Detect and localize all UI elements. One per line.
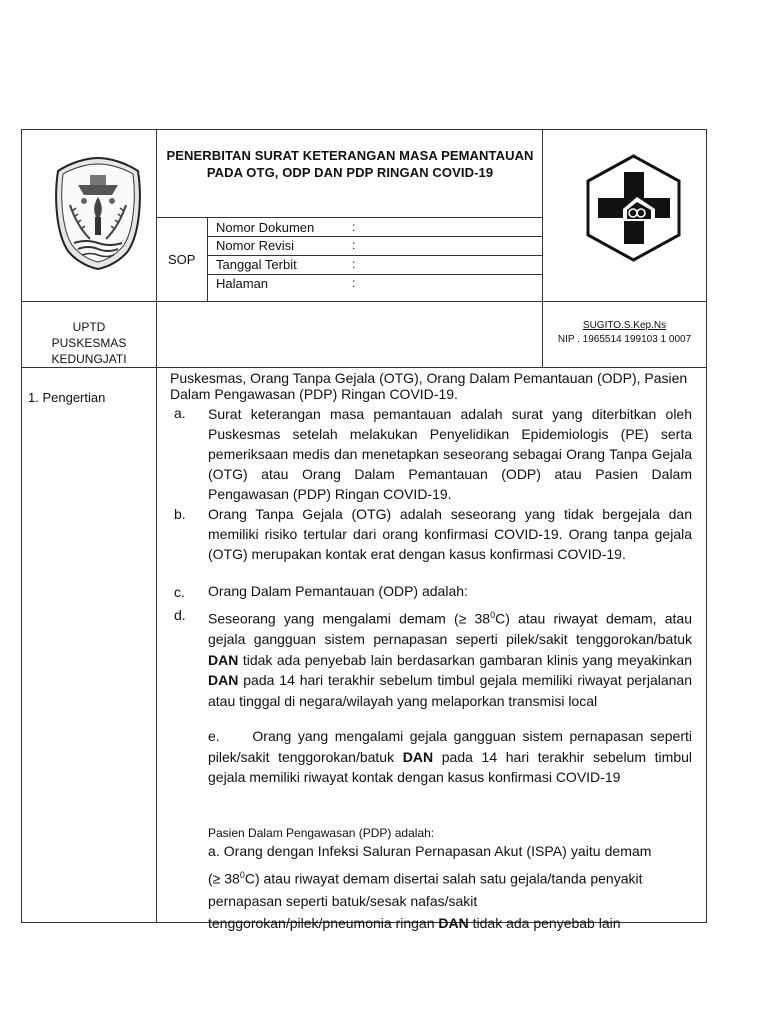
pdp-item-a-text: a. Orang dengan Infeksi Saluran Pernapasan Akut (ISPA) yaitu demam (≥ $38^0C$) atau riwayat demam disertai salah satu gejala/tanda penyakit pernapasan seperti batuk/sesak nafas/sakit tenggorokan/pilek/pneumonia ringan DAN tidak ada penyebab lain bbox=[208, 843, 652, 931]
meta-colon: : bbox=[352, 238, 356, 252]
meta-colon: : bbox=[352, 220, 356, 234]
item-a-text: Surat keterangan masa pemantauan adalah surat yang diterbitkan oleh Puskesmas setelah melakukan Penyelidikan Epidemiologis (PE) serta pemeriksaan medis dan menetapkan seseorang sebagai Orang Tanpa Gejala (OTG) atau Orang Dalam Pemantauan (ODP) atau Pasien Dalam Pengawasan (PDP) Ringan COVID-19. bbox=[208, 406, 692, 502]
meta-colon: : bbox=[352, 276, 356, 290]
sop-label: SOP bbox=[168, 252, 196, 267]
table-divider-col3 bbox=[542, 129, 543, 368]
meta-row-line-1 bbox=[207, 236, 543, 237]
section-label: 1. Pengertian bbox=[28, 390, 106, 405]
table-divider-col1 bbox=[156, 129, 157, 923]
item-d-text: Seseorang yang mengalami demam (≥ $38^0C$) atau riwayat demam, atau gejala gangguan sistem pernapasan seperti pilek/sakit tenggorokan/batuk DAN tidak ada penyebab lain berdasarkan gambaran klinis yang meyakinkan DAN pada 14 hari terakhir sebelum timbul gejala memiliki riwayat perjalanan atau tinggal di negara/wilayah yang melaporkan transmisi local bbox=[208, 610, 692, 709]
meta-row-line-2 bbox=[207, 255, 543, 256]
item-marker-c: c. bbox=[174, 584, 185, 600]
signer-name: SUGITO.S.Kep.Ns bbox=[582, 320, 667, 331]
document-title: PENERBITAN SURAT KETERANGAN MASA PEMANTAUAN PADA OTG, ODP DAN PDP RINGAN COVID-19 bbox=[166, 148, 534, 180]
meta-label-tanggal-terbit: Tanggal Terbit bbox=[216, 257, 297, 272]
organization-name: UPTD PUSKESMAS KEDUNGJATI bbox=[51, 320, 127, 366]
meta-label-nomor-revisi: Nomor Revisi bbox=[216, 238, 295, 253]
meta-colon: : bbox=[352, 257, 356, 271]
pdp-heading: Pasien Dalam Pengawasan (PDP) adalah: bbox=[208, 826, 435, 840]
puskesmas-logo-icon bbox=[579, 153, 688, 263]
meta-divider bbox=[207, 217, 208, 302]
table-border-left bbox=[21, 129, 22, 923]
table-border-right bbox=[706, 129, 707, 923]
item-marker-a: a. bbox=[174, 405, 186, 421]
item-marker-b: b. bbox=[174, 506, 186, 522]
table-border-top bbox=[21, 129, 707, 130]
item-e-text: e. Orang yang mengalami gejala gangguan sistem pernapasan seperti pilek/sakit tenggorokan/batuk DAN pada 14 hari terakhir sebelum timbul gejala memiliki riwayat kontak dengan kasus konfirmasi COVID-19 bbox=[208, 728, 693, 785]
regional-logo-icon bbox=[52, 155, 144, 272]
item-c-text: Orang Dalam Pemantauan (ODP) adalah: bbox=[208, 583, 468, 599]
table-divider-header bbox=[21, 301, 707, 302]
meta-label-nomor-dokumen: Nomor Dokumen bbox=[216, 220, 315, 235]
signer-nip: NIP . 1965514 199103 1 0007 bbox=[557, 334, 692, 345]
title-divider bbox=[156, 217, 543, 218]
table-divider-signature bbox=[21, 367, 707, 368]
meta-row-line-3 bbox=[207, 274, 543, 275]
intro-paragraph: Puskesmas, Orang Tanpa Gejala (OTG), Orang Dalam Pemantauan (ODP), Pasien Dalam Pengawasan (PDP) Ringan COVID-19. bbox=[170, 370, 688, 402]
meta-label-halaman: Halaman bbox=[216, 276, 269, 291]
item-marker-d: d. bbox=[174, 607, 186, 623]
item-b-text: Orang Tanpa Gejala (OTG) adalah seseorang yang tidak bergejala dan memiliki risiko tertular dari orang konfirmasi COVID-19. Orang tanpa gejala (OTG) merupakan kontak erat dengan kasus konfirmasi COVID-19. bbox=[208, 506, 692, 562]
item-marker-e: e. bbox=[208, 728, 220, 744]
